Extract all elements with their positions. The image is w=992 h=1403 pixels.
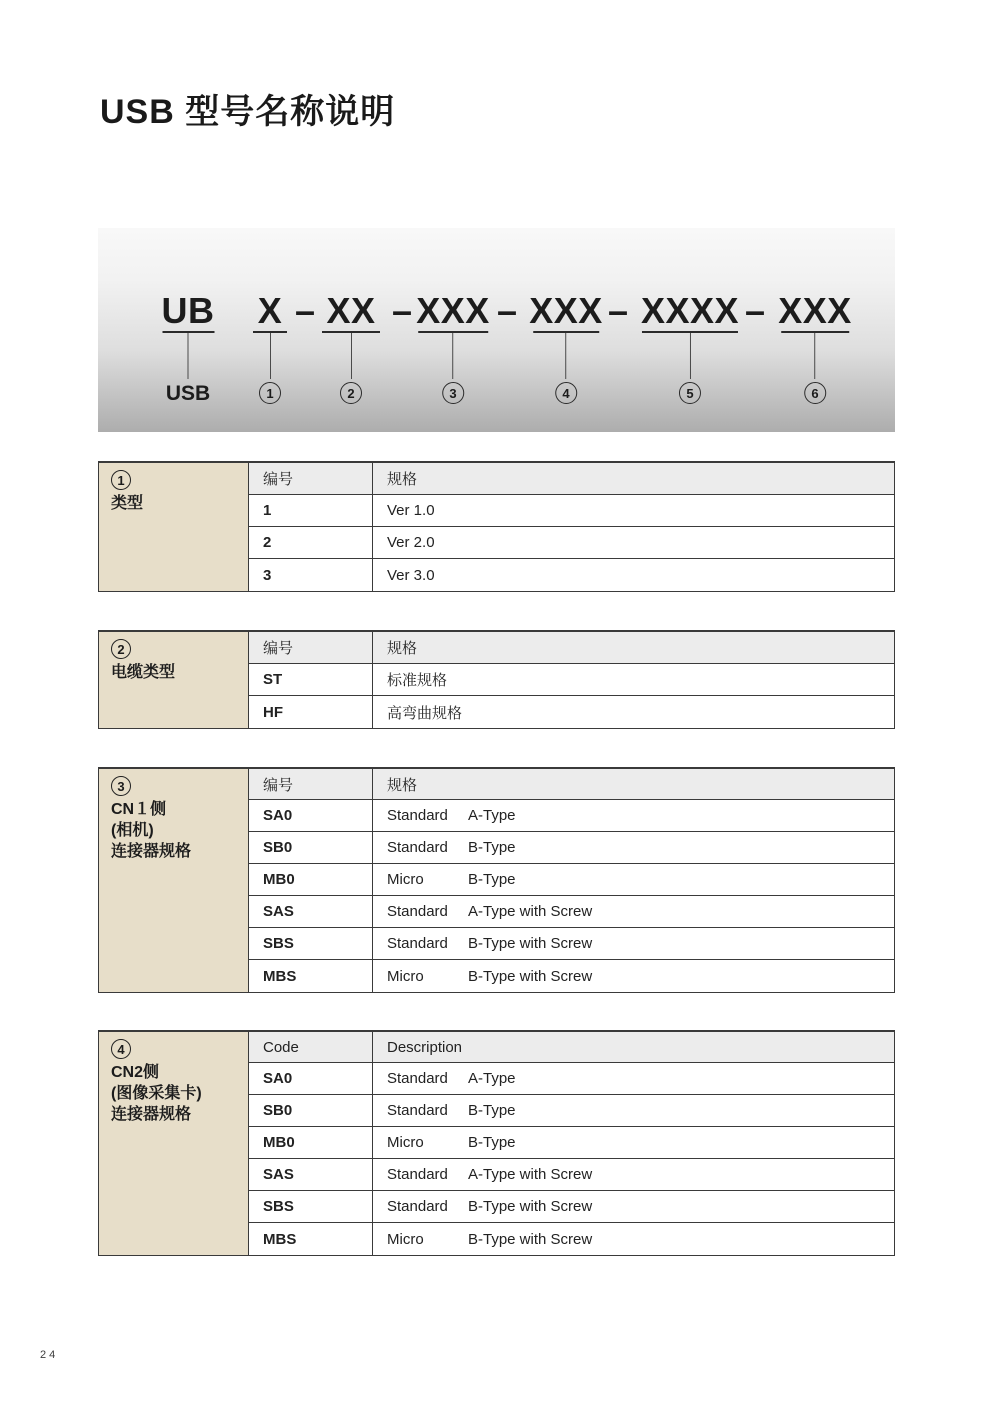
segment-code: XXX	[416, 290, 490, 331]
segment-code: XX	[326, 290, 376, 331]
table-cell-desc: Ver 1.0	[372, 495, 894, 527]
desc-part1: Standard	[387, 1166, 448, 1183]
separator-dash: –	[496, 290, 518, 331]
banner-segment-6	[778, 228, 852, 404]
circled-number-2	[340, 382, 362, 404]
circled-number-5	[679, 382, 701, 404]
sidebar-title: 电缆类型	[111, 664, 176, 681]
segment-connector-line	[565, 333, 566, 379]
desc-part2: B-Type	[468, 839, 516, 856]
circled-number-text: 6	[811, 385, 819, 401]
table-cell-desc	[372, 960, 894, 992]
circled-number-3	[111, 776, 131, 796]
sidebar-title: (相机)	[111, 822, 154, 839]
table-cable-type	[98, 630, 895, 729]
column-header: Description	[372, 1032, 894, 1063]
table-cell-code: 3	[263, 566, 272, 584]
circled-number-text: 1	[117, 472, 125, 488]
table-cell-code: ST	[249, 664, 372, 696]
table-cell-code: SB0	[249, 832, 372, 864]
sidebar-title: 类型	[111, 495, 144, 512]
table-type	[98, 461, 895, 592]
segment-code: X	[257, 290, 283, 331]
column-header: Code	[249, 1032, 372, 1063]
segment-connector-line	[814, 333, 815, 379]
desc-part1: Micro	[387, 967, 424, 985]
table-cn1-connector	[98, 767, 895, 993]
table-cell-code: SA0	[249, 800, 372, 832]
table-cell-desc	[372, 1063, 894, 1095]
table-cell-desc: 高弯曲规格	[372, 696, 894, 728]
table-sidebar-cable-type	[99, 632, 249, 728]
desc-part1: Standard	[387, 807, 448, 824]
table-cell-code: SAS	[249, 896, 372, 928]
table-cell-code: 2	[249, 527, 372, 559]
table-cell-desc	[372, 1159, 894, 1191]
circled-number-4	[555, 382, 577, 404]
column-header: 编号	[249, 463, 372, 495]
segment-connector-line	[452, 333, 453, 379]
circled-number-1	[111, 470, 131, 490]
desc-part2: B-Type with Screw	[468, 935, 593, 952]
table-cell-desc	[372, 1191, 894, 1223]
sidebar-title: (图像采集卡)	[111, 1085, 202, 1102]
table-sidebar-cn2	[99, 1032, 249, 1255]
circled-number-6	[804, 382, 826, 404]
table-cell-desc	[372, 800, 894, 832]
table-cell-desc	[372, 864, 894, 896]
sidebar-title: 连接器规格	[111, 1106, 192, 1123]
desc-part2: B-Type	[468, 1134, 516, 1151]
desc-part1: Standard	[387, 839, 448, 856]
table-cell-code: 1	[249, 495, 372, 527]
circled-number-4	[111, 1039, 131, 1059]
circled-number-1	[259, 382, 281, 404]
circled-number-text: 3	[117, 778, 125, 794]
column-header: 编号	[249, 632, 372, 664]
table-cell-desc	[372, 1127, 894, 1159]
desc-part2: A-Type	[468, 1070, 516, 1087]
desc-part1: Standard	[387, 1070, 448, 1087]
desc-part2: B-Type	[468, 871, 516, 888]
table-cell-code: MB0	[249, 864, 372, 896]
segment-code: UB	[161, 290, 215, 331]
circled-number-text: 3	[449, 385, 457, 401]
column-header: 规格	[372, 463, 894, 495]
banner-segment-1	[253, 228, 287, 404]
segment-code: XXX	[529, 290, 603, 331]
banner-segment-ub	[162, 228, 215, 406]
circled-number-text: 4	[117, 1041, 125, 1057]
desc-part1: Micro	[387, 871, 424, 888]
table-cell-code: SBS	[249, 1191, 372, 1223]
column-header: 规格	[372, 632, 894, 664]
desc-part2: B-Type with Screw	[468, 967, 593, 985]
sidebar-title: 连接器规格	[111, 843, 192, 860]
table-cell-code: MBS	[263, 967, 297, 985]
table-cell-desc	[372, 1223, 894, 1255]
circled-number-text: 1	[266, 385, 274, 401]
circled-number-3	[442, 382, 464, 404]
desc-part1: Standard	[387, 1102, 448, 1119]
table-cell-desc	[372, 832, 894, 864]
model-number-banner	[98, 228, 895, 432]
desc-part1: Micro	[387, 1230, 424, 1248]
desc-part1: Standard	[387, 1198, 448, 1215]
desc-part2: A-Type with Screw	[468, 903, 593, 920]
desc-part1: Standard	[387, 903, 448, 920]
circled-number-text: 5	[686, 385, 694, 401]
circled-number-2	[111, 639, 131, 659]
segment-code: XXX	[778, 290, 852, 331]
desc-part1: Standard	[387, 935, 448, 952]
separator-dash: –	[607, 290, 629, 331]
column-header: 编号	[249, 769, 372, 800]
table-cell-desc	[372, 1095, 894, 1127]
desc-part2: A-Type	[468, 807, 516, 824]
table-cell-code: SB0	[249, 1095, 372, 1127]
desc-part2: A-Type with Screw	[468, 1166, 593, 1183]
sidebar-title: CN2侧	[111, 1064, 160, 1081]
page-title: USB 型号名称说明	[100, 93, 396, 131]
desc-part2: B-Type with Screw	[468, 1198, 593, 1215]
segment-connector-line	[351, 333, 352, 379]
table-sidebar-cn1	[99, 769, 249, 992]
table-cell-desc	[372, 896, 894, 928]
table-cell-desc: Ver 2.0	[372, 527, 894, 559]
desc-part2: B-Type	[468, 1102, 516, 1119]
table-cell-desc	[372, 928, 894, 960]
table-cell-desc: 标准规格	[372, 664, 894, 696]
table-sidebar-type	[99, 463, 249, 591]
table-cell-desc: Ver 3.0	[372, 559, 894, 591]
segment-code: XXXX	[640, 290, 740, 331]
circled-number-text: 4	[562, 385, 570, 401]
sidebar-title: CN１侧	[111, 801, 167, 818]
banner-segment-2	[322, 228, 380, 404]
table-cell-code: MB0	[249, 1127, 372, 1159]
desc-part1: Micro	[387, 1134, 424, 1151]
banner-segment-4	[529, 228, 603, 404]
banner-segment-3	[416, 228, 490, 404]
table-cell-code: SAS	[249, 1159, 372, 1191]
page-number: 24	[40, 1349, 59, 1361]
separator-dash: –	[391, 290, 413, 331]
circled-number-text: 2	[347, 385, 355, 401]
table-cn2-connector	[98, 1030, 895, 1256]
segment-label-usb: USB	[165, 382, 211, 405]
separator-dash: –	[294, 290, 316, 331]
separator-dash: –	[744, 290, 766, 331]
segment-connector-line	[188, 333, 189, 379]
circled-number-text: 2	[117, 641, 125, 657]
table-cell-code: HF	[263, 703, 283, 721]
banner-segment-5	[641, 228, 739, 404]
segment-connector-line	[689, 333, 690, 379]
table-cell-code: SA0	[249, 1063, 372, 1095]
segment-connector-line	[270, 333, 271, 379]
table-cell-code: MBS	[263, 1230, 297, 1248]
column-header: 规格	[372, 769, 894, 800]
table-cell-code: SBS	[249, 928, 372, 960]
desc-part2: B-Type with Screw	[468, 1230, 593, 1248]
